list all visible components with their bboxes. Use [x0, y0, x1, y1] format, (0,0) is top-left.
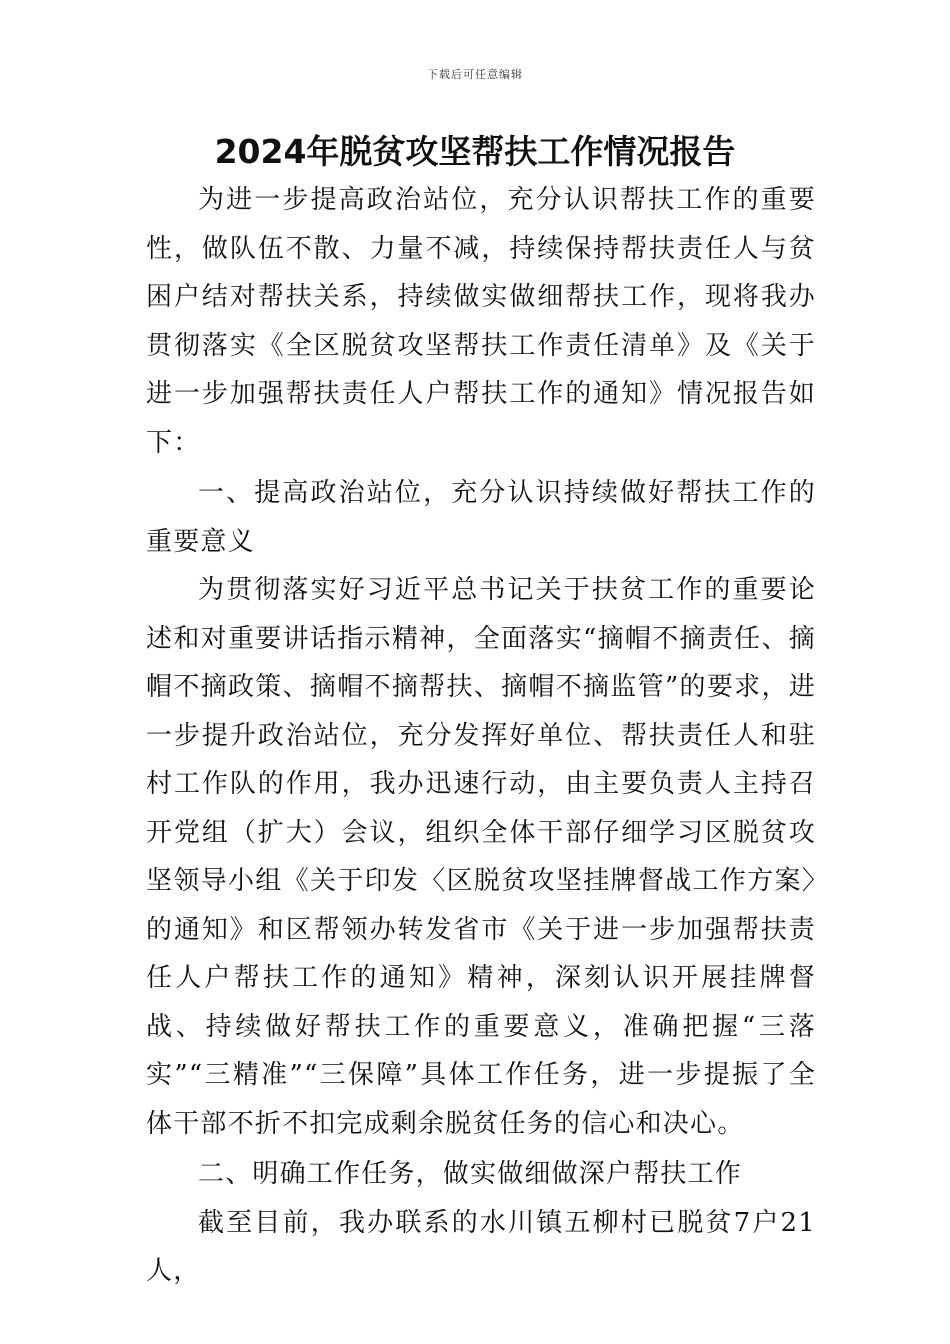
section-heading-1: 一、提高政治站位，充分认识持续做好帮扶工作的重要意义 — [146, 478, 816, 557]
section-2-paragraph: 截至目前，我办联系的水川镇五柳村已脱贫7户21人， — [146, 1207, 816, 1286]
header-note: 下载后可任意编辑 — [427, 68, 523, 81]
document-title: 2024年脱贫攻坚帮扶工作情况报告 — [214, 132, 736, 171]
document-body — [146, 176, 816, 1296]
intro-paragraph: 为进一步提高政治站位，充分认识帮扶工作的重要性，做队伍不散、力量不减，持续保持帮扶责任人与贫困户结对帮扶关系，持续做实做细帮扶工作，现将我办贯彻落实《全区脱贫攻坚帮扶工作责任清单》及《关于进一步加强帮扶责任人户帮扶工作的通知》情况报告如下： — [146, 185, 816, 458]
section-heading-2: 二、明确工作任务，做实做细做深户帮扶工作 — [198, 1159, 743, 1189]
section-1-paragraph: 为贯彻落实好习近平总书记关于扶贫工作的重要论述和对重要讲话指示精神，全面落实“摘帽不摘责任、摘帽不摘政策、摘帽不摘帮扶、摘帽不摘监管”的要求，进一步提升政治站位，充分发挥好单位、帮扶责任人和驻村工作队的作用，我办迅速行动，由主要负责人主持召开党组（扩大）会议，组织全体干部仔细学习区脱贫攻坚领导小组《关于印发〈区脱贫攻坚挂牌督战工作方案〉的通知》和区帮领办转发省市《关于进一步加强帮扶责任人户帮扶工作的通知》精神，深刻认识开展挂牌督战、持续做好帮扶工作的重要意义，准确把握“三落实”“三精准”“三保障”具体工作任务，进一步提振了全体干部不折不扣完成剩余脱贫任务的信心和决心。 — [146, 575, 816, 1139]
